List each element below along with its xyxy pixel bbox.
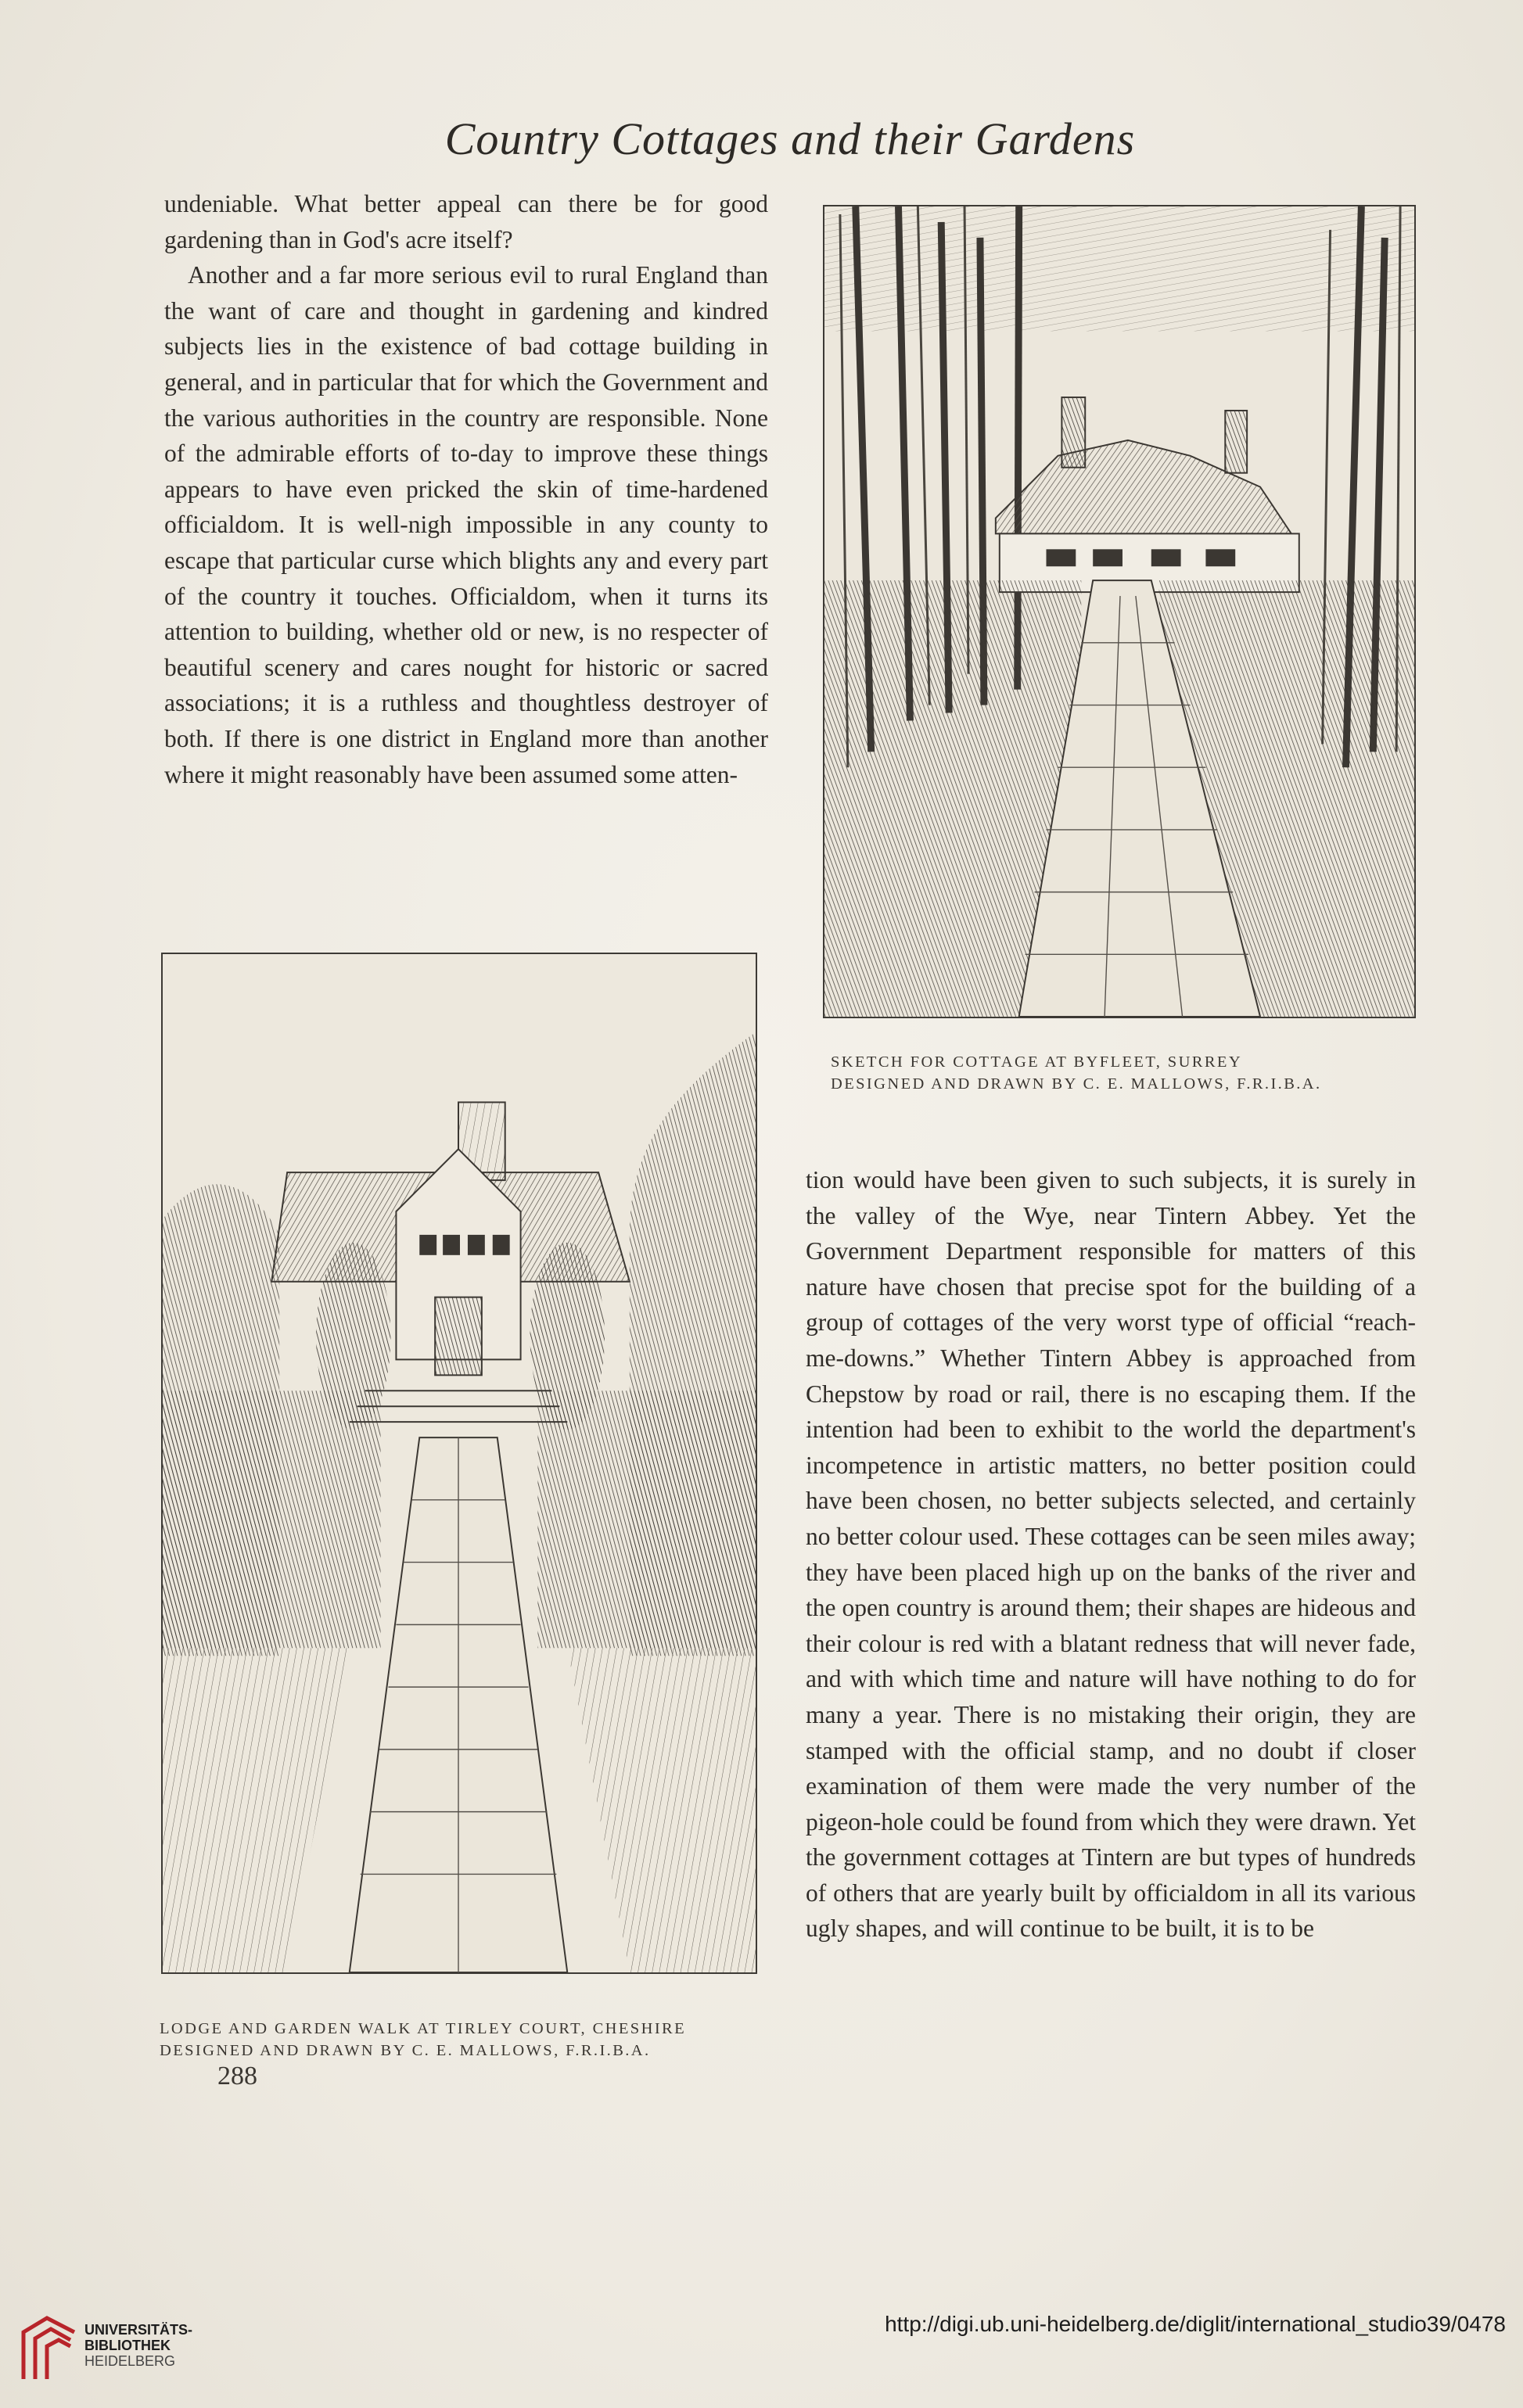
right-text-column	[806, 1162, 1416, 1947]
running-head: Country Cottages and their Gardens	[444, 113, 1136, 164]
left-text-column	[164, 186, 768, 792]
caption-line: DESIGNED AND DRAWN BY C. E. MALLOWS, F.R.I.B.A.	[160, 2042, 651, 2059]
library-name-line: UNIVERSITÄTS-	[84, 2322, 193, 2338]
page-number: 288	[217, 2062, 257, 2090]
paragraph: Another and a far more serious evil to rural England than the want of care and thought in gardening and kindred subjects lies in the existence of bad cottage building in general, and in particular that for which the Government and the various authorities in the country are responsible. None of the admirable efforts of to-day to improve these things appears to have even pricked the skin of time-hardened officialdom. It is well-nigh impossible in any county to escape that particular curse which blights any and every part of the country it touches. Officialdom, when it turns its attention to building, whether old or new, is no respecter of beautiful scenery and cares nought for historic or sacred associations; it is a ruthless and thoughtless destroyer of both. If there is one district in England more than another where it might reasonably have been assumed some atten-	[164, 261, 768, 788]
source-url-link[interactable]: http://digi.ub.uni-heidelberg.de/diglit/international_studio39/0478	[885, 2312, 1506, 2336]
lodge-sketch-drawing	[163, 954, 756, 1972]
paragraph: undeniable. What better appeal can there be for good gardening than in God's acre itself?	[164, 190, 768, 253]
caption-line: DESIGNED AND DRAWN BY C. E. MALLOWS, F.R.I.B.A.	[831, 1075, 1322, 1093]
caption-bottom-left	[160, 2018, 686, 2062]
illustration-tirley-court-lodge	[161, 953, 757, 1974]
paragraph: tion would have been given to such subjects, it is surely in the valley of the Wye, near Tintern Abbey. Yet the Government Department responsible for matters of this nature have chosen that precise spot for the building of a group of cottages of the very worst type of official “reach-me-downs.” Whether Tintern Abbey is approached from Chepstow by road or rail, there is no escaping them. If the intention had been to exhibit to the world the department's incompetence in artistic matters, no better position could have been chosen, no better subjects selected, and certainly no better colour used. These cottages can be seen miles away; they have been placed high up on the banks of the river and the open country is around them; their shapes are hideous and their colour is red with a blatant redness that will never fade, and with which time and nature will have nothing to do for many a year. There is no mistaking their origin, they are stamped with the official stamp, and no doubt if closer examination of them were made the very number of the pigeon-hole could be found from which they were drawn. Yet the government cottages at Tintern are but types of hundreds of others that are yearly built by officialdom in all its various ugly shapes, and will continue to be built, it is to be	[806, 1166, 1416, 1943]
library-name-line: HEIDELBERG	[84, 2353, 176, 2369]
cottage-sketch-drawing	[824, 206, 1414, 1017]
library-name	[84, 2322, 192, 2369]
library-name-line: BIBLIOTHEK	[84, 2338, 171, 2353]
illustration-byfleet-cottage	[823, 205, 1416, 1018]
caption-line: LODGE AND GARDEN WALK AT TIRLEY COURT, CHESHIRE	[160, 2020, 687, 2037]
caption-line: SKETCH FOR COTTAGE AT BYFLEET, SURREY	[831, 1053, 1243, 1071]
caption-top-right	[831, 1051, 1322, 1095]
